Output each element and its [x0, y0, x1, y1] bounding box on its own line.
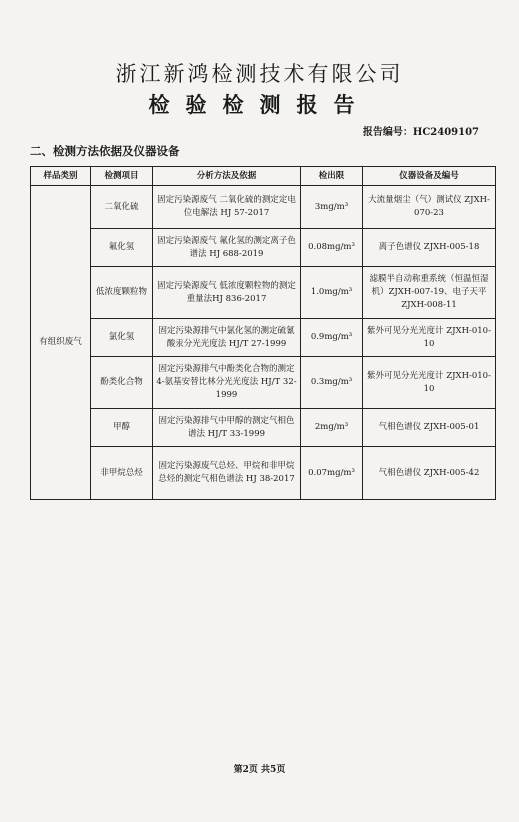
header-detection-limit: 检出限 [301, 167, 363, 186]
method-cell: 固定污染源排气中氯化氢的测定硫氰酸汞分光光度法 HJ/T 27-1999 [153, 319, 301, 357]
header-method: 分析方法及依据 [153, 167, 301, 186]
limit-cell: 2mg/m³ [301, 409, 363, 447]
item-cell: 酚类化合物 [91, 357, 153, 409]
report-title: 检验检测报告 [148, 93, 371, 117]
equipment-cell: 紫外可见分光光度计 ZJXH-010-10 [363, 357, 496, 409]
item-cell: 氯化氢 [91, 319, 153, 357]
header-test-item: 检测项目 [91, 167, 153, 186]
item-cell: 非甲烷总烃 [91, 447, 153, 500]
limit-cell: 0.08mg/m³ [301, 229, 363, 267]
header-sample-category: 样品类别 [31, 167, 91, 186]
method-cell: 固定污染源废气 低浓度颗粒物的测定重量法HJ 836-2017 [153, 267, 301, 319]
limit-cell: 0.9mg/m³ [301, 319, 363, 357]
methods-table [30, 166, 496, 500]
limit-cell: 0.3mg/m³ [301, 357, 363, 409]
item-cell: 低浓度颗粒物 [91, 267, 153, 319]
table-row [31, 447, 496, 500]
equipment-cell: 离子色谱仪 ZJXH-005-18 [363, 229, 496, 267]
item-cell: 二氧化硫 [91, 186, 153, 229]
method-cell: 固定污染源排气中甲醇的测定气相色谱法 HJ/T 33-1999 [153, 409, 301, 447]
table-row [31, 186, 496, 229]
table-row [31, 267, 496, 319]
equipment-cell: 滤膜半自动称重系统（恒温恒湿机）ZJXH-007-19、电子天平 ZJXH-008-11 [363, 267, 496, 319]
section-title: 二、检测方法依据及仪器设备 [30, 144, 180, 158]
category-cell: 有组织废气 [31, 186, 91, 500]
equipment-cell: 大流量烟尘（气）测试仪 ZJXH-070-23 [363, 186, 496, 229]
table-row [31, 357, 496, 409]
equipment-cell: 气相色谱仪 ZJXH-005-42 [363, 447, 496, 500]
method-cell: 固定污染源废气 氟化氢的测定离子色谱法 HJ 688-2019 [153, 229, 301, 267]
table-row [31, 409, 496, 447]
table-row [31, 319, 496, 357]
table-row [31, 229, 496, 267]
limit-cell: 1.0mg/m³ [301, 267, 363, 319]
limit-cell: 0.07mg/m³ [301, 447, 363, 500]
table-header-row [31, 167, 496, 186]
method-cell: 固定污染源排气中酚类化合物的测定4-氨基安替比林分光光度法 HJ/T 32-1999 [153, 357, 301, 409]
method-cell: 固定污染源废气 二氧化硫的测定定电位电解法 HJ 57-2017 [153, 186, 301, 229]
equipment-cell: 紫外可见分光光度计 ZJXH-010-10 [363, 319, 496, 357]
method-cell: 固定污染源废气总烃、甲烷和非甲烷总烃的测定气相色谱法 HJ 38-2017 [153, 447, 301, 500]
item-cell: 甲醇 [91, 409, 153, 447]
page-footer: 第2页 共5页 [233, 765, 286, 775]
report-number: 报告编号：HC2409107 [362, 127, 479, 138]
header-equipment: 仪器设备及编号 [363, 167, 496, 186]
company-name: 浙江新鸿检测技术有限公司 [115, 62, 404, 86]
item-cell: 氟化氢 [91, 229, 153, 267]
limit-cell: 3mg/m³ [301, 186, 363, 229]
equipment-cell: 气相色谱仪 ZJXH-005-01 [363, 409, 496, 447]
